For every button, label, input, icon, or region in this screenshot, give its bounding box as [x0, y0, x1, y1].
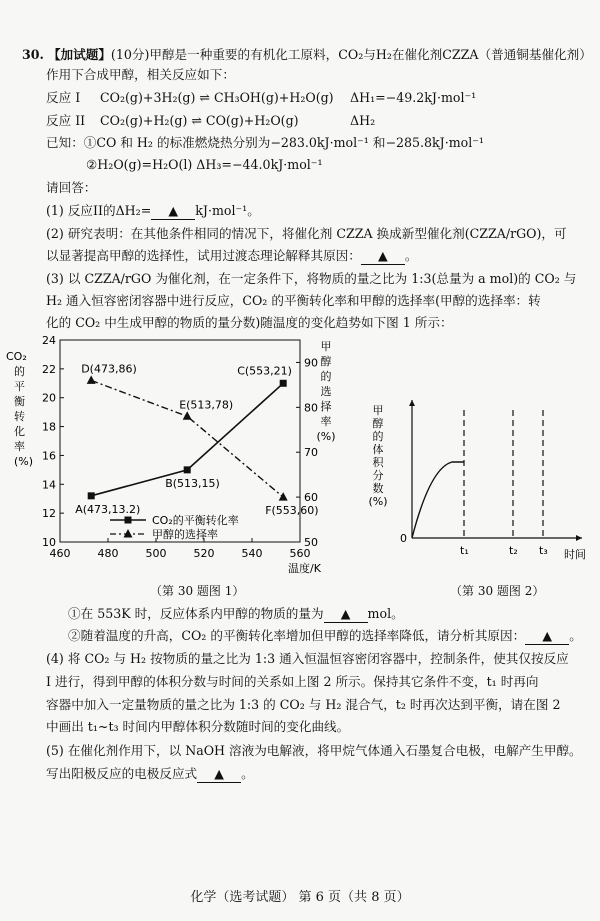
legend-marker-co2	[125, 517, 132, 524]
y-left-tick-label-1: 12	[42, 507, 56, 521]
figure-2-caption: （第 30 题图 2）	[450, 584, 545, 598]
figure-1-chart	[0, 330, 350, 592]
x-axis-label: 时间	[564, 548, 586, 561]
x-tick-label-2: 500	[145, 547, 167, 560]
x-tick-label-5: 560	[289, 547, 311, 560]
part-3-line2: H₂ 通入恒容密闭容器中进行反应，CO₂ 的平衡转化率和甲醇的选择率(甲醇的选择率：转	[46, 293, 541, 308]
part-5-line1: (5) 在催化剂作用下，以 NaOH 溶液为电解液，将甲烷气体通入石墨复合电极，电解产生甲醇。	[46, 743, 582, 758]
part-1: (1) 反应II的ΔH₂= ▲ kJ·mol⁻¹。	[46, 203, 260, 218]
point-label-C: C(553,21)	[237, 364, 292, 378]
answer-blank-2[interactable]: ▲	[361, 248, 405, 265]
x-tick-label-4: 540	[241, 547, 263, 560]
part-4-line1: (4) 将 CO₂ 与 H₂ 按物质的量之比为 1:3 通入恒温恒容密闭容器中，控制条件，使其仅按反应	[46, 651, 569, 666]
legend-marker-methanol	[124, 529, 133, 538]
question-intro-line2: 作用下合成甲醇，相关反应如下：	[46, 67, 235, 82]
y-left-label-part-0: CO₂	[6, 350, 27, 363]
y-left-label-part-4: 转	[14, 410, 25, 423]
answer-prompt: 请回答：	[46, 180, 97, 195]
y-left-tick-label-6: 22	[42, 362, 56, 376]
time-label-1: t₂	[509, 544, 518, 557]
x-tick-label-1: 480	[97, 547, 119, 560]
y-left-tick-label-3: 16	[42, 449, 56, 463]
y-left-label-part-3: 衡	[14, 395, 25, 408]
x-axis-label: 温度/K	[288, 562, 321, 575]
point-methanol-0	[87, 375, 96, 384]
y-left-tick-label-2: 14	[42, 478, 56, 492]
y-right-tick-label-1: 60	[304, 491, 318, 505]
part-2-line1: (2) 研究表明：在其他条件相同的情况下，将催化剂 CZZA 换成新型催化剂(CZZA/rGO)，可	[46, 226, 567, 241]
part-4-line3: 容器中加入一定量物质的量之比为 1:3 的 CO₂ 与 H₂ 混合气，t₂ 时再次达到平衡，请在图 2	[46, 697, 561, 712]
sub-question-2: ②随着温度的升高，CO₂ 的平衡转化率增加但甲醇的选择率降低，请分析其原因： ▲ 。	[68, 628, 582, 643]
y-right-tick-label-3: 80	[304, 401, 318, 415]
part-4-line2: I 进行，得到甲醇的体积分数与时间的关系如上图 2 所示。保持其它条件不变，t₁ 时再向	[46, 674, 539, 689]
y-left-label-part-7: (%)	[14, 455, 34, 468]
answer-blank-3[interactable]: ▲	[324, 606, 368, 623]
y-left-tick-label-7: 24	[42, 334, 56, 347]
reaction-2-label: 反应 II	[46, 113, 86, 128]
y-left-label-part-1: 的	[14, 365, 25, 378]
figure-2-chart	[360, 380, 590, 572]
point-label-F: F(553,60)	[265, 504, 319, 518]
legend-label-methanol: 甲醇的选择率	[152, 528, 218, 541]
y-left-tick-label-5: 20	[42, 391, 56, 405]
question-header	[22, 47, 592, 63]
y-right-label-part-5: 率	[320, 415, 332, 428]
y-right-tick-label-2: 70	[304, 446, 318, 460]
part-4-line4: 中画出 t₁~t₃ 时间内甲醇体积分数随时间的变化曲线。	[46, 719, 350, 734]
reaction-1-label: 反应 I	[46, 90, 81, 105]
reaction-2-equation: CO₂(g)+H₂(g) ⇌ CO(g)+H₂O(g)	[100, 113, 299, 128]
sub-question-1: ①在 553K 时，反应体系内甲醇的物质的量为 ▲ mol。	[68, 606, 404, 621]
part-3-line1: (3) 以 CZZA/rGO 为催化剂，在一定条件下，将物质的量之比为 1:3(总量为 a mol)的 CO₂ 与	[46, 271, 577, 286]
y-right-label-part-3: 选	[320, 385, 332, 398]
time-label-0: t₁	[460, 544, 469, 557]
point-methanol-2	[279, 492, 288, 501]
y-right-label-part-1: 醇	[320, 355, 332, 368]
answer-blank-5[interactable]: ▲	[197, 766, 241, 783]
y-label-part-7: (%)	[368, 495, 388, 508]
y-label-part-1: 醇	[372, 417, 384, 430]
x-axis-arrow	[576, 535, 582, 541]
reaction-2-enthalpy: ΔH₂	[350, 113, 376, 128]
y-right-label-part-2: 的	[320, 370, 332, 383]
y-label-part-3: 体	[372, 443, 384, 456]
y-label-part-2: 的	[372, 430, 384, 443]
y-axis-arrow	[409, 400, 415, 406]
y-right-label-part-0: 甲	[320, 340, 332, 353]
point-methanol-1	[183, 411, 192, 420]
point-label-D: D(473,86)	[81, 362, 137, 376]
y-right-tick-label-4: 90	[304, 356, 318, 370]
y-left-tick-label-4: 18	[42, 420, 56, 434]
point-label-A: A(473,13.2)	[75, 502, 141, 516]
part-3-line3: 化的 CO₂ 中生成甲醇的物质的量分数)随温度的变化趋势如下图 1 所示：	[46, 315, 453, 330]
y-label-part-0: 甲	[372, 404, 384, 417]
point-label-E: E(513,78)	[179, 398, 234, 412]
question-intro-line1: (10分)甲醇是一种重要的有机化工原料，CO₂与H₂在催化剂CZZA（普通铜基催化剂）	[110, 47, 592, 62]
y-left-tick-label-0: 10	[42, 536, 56, 549]
y-label-part-4: 积	[372, 456, 384, 469]
legend-label-co2: CO₂的平衡转化率	[152, 514, 239, 527]
answer-blank-1[interactable]: ▲	[151, 203, 195, 220]
y-left-label-part-6: 率	[14, 440, 25, 453]
x-tick-label-3: 520	[193, 547, 215, 560]
question-number: 30.	[22, 47, 44, 62]
figure-1-caption: （第 30 题图 1）	[150, 584, 245, 598]
answer-blank-4[interactable]: ▲	[525, 628, 569, 645]
x-tick-label-0: 460	[49, 547, 71, 560]
reaction-1-enthalpy: ΔH₁=−49.2kJ·mol⁻¹	[350, 90, 477, 105]
y-label-part-6: 数	[372, 482, 384, 495]
time-label-2: t₃	[539, 544, 548, 557]
point-co2-1	[184, 466, 191, 473]
y-right-label-part-6: (%)	[316, 430, 336, 443]
y-left-label-part-5: 化	[14, 425, 25, 438]
part-5-line2: 写出阳极反应的电极反应式 ▲ 。	[46, 766, 254, 781]
y-left-label-part-2: 平	[14, 380, 25, 393]
part-2-line2: 以显著提高甲醇的选择性，试用过渡态理论解释其原因： ▲ 。	[46, 248, 418, 263]
y-label-part-5: 分	[372, 469, 384, 482]
point-co2-2	[280, 380, 287, 387]
known-1: 已知：①CO 和 H₂ 的标准燃烧热分别为−283.0kJ·mol⁻¹ 和−285.8kJ·mol⁻¹	[46, 135, 484, 150]
origin-label: 0	[400, 532, 407, 545]
y-right-label-part-4: 择	[320, 400, 332, 413]
y-right-tick-label-0: 50	[304, 536, 318, 549]
page-footer: 化学（选考试题） 第 6 页（共 8 页）	[190, 890, 410, 905]
reaction-1-equation: CO₂(g)+3H₂(g) ⇌ CH₃OH(g)+H₂O(g)	[100, 90, 334, 105]
known-2: ②H₂O(g)=H₂O(l) ΔH₃=−44.0kJ·mol⁻¹	[86, 157, 323, 172]
point-label-B: B(513,15)	[165, 476, 220, 490]
point-co2-0	[88, 492, 95, 499]
methanol-fraction-curve	[412, 462, 464, 538]
question-tag: 【加试题】	[47, 47, 111, 62]
